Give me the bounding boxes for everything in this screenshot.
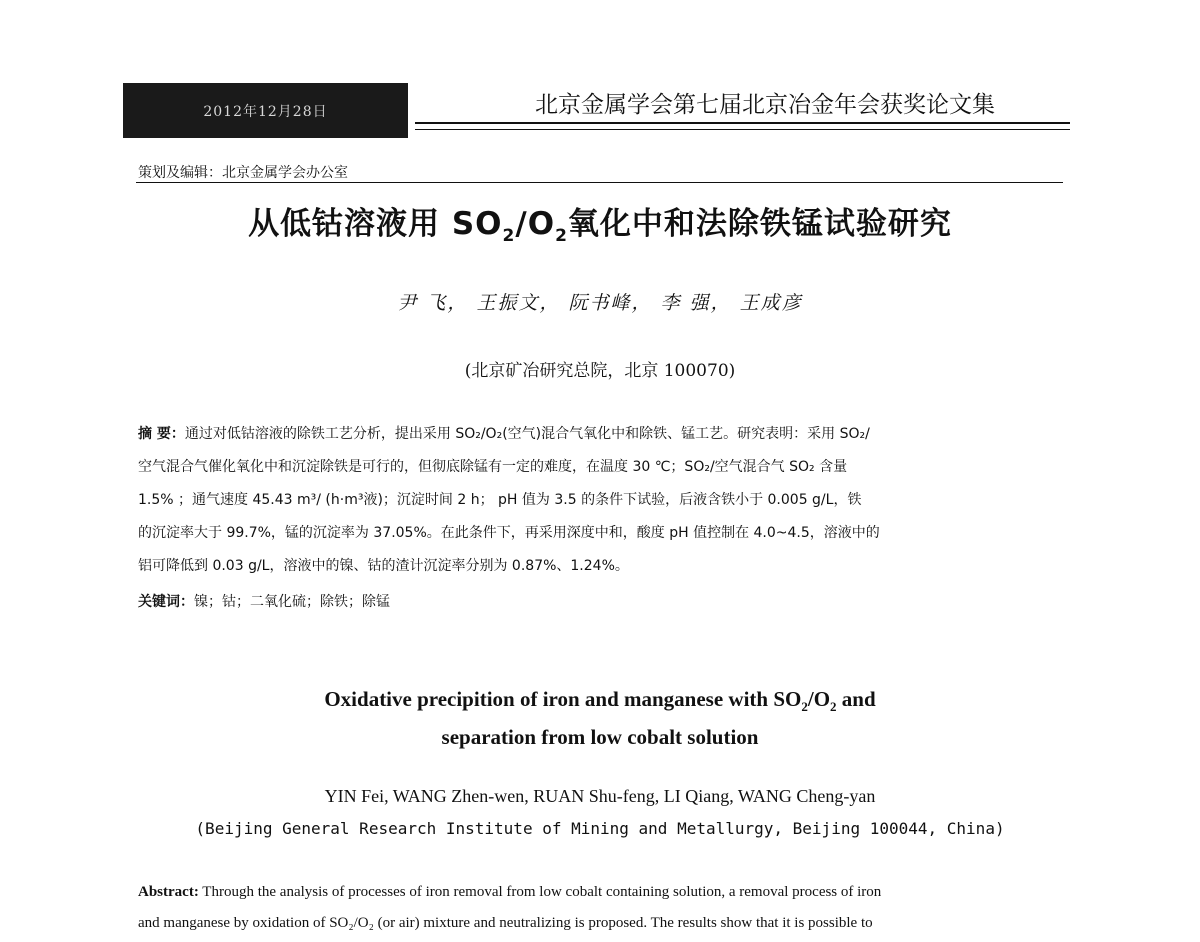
- title-en-line: [150, 684, 1050, 722]
- title-subscript: 2: [502, 226, 516, 247]
- abstract-en-line: [138, 884, 1068, 901]
- abstract-en-text: Through the analysis of processes of iron removal from low cobalt containing solution, a removal process of iron: [198, 884, 882, 900]
- proceedings-title: 北京金属学会第七届北京冶金年会获奖论文集: [535, 92, 995, 118]
- header-rule-thin: [415, 129, 1070, 130]
- abstract-en-line: and manganese by oxidation of SO₂/O₂ (or air) mixture and neutralizing is proposed. The results show that it is possible to: [138, 915, 873, 931]
- paper-title-zh: [130, 198, 1070, 246]
- title-en-line: separation from low cobalt solution: [441, 725, 759, 750]
- authors-en: YIN Fei, WANG Zhen-wen, RUAN Shu-feng, LI Qiang, WANG Cheng-yan: [324, 786, 876, 806]
- title-en-text: /O: [807, 687, 831, 711]
- title-en-text: and: [836, 687, 876, 711]
- abstract-zh-label: 摘 要：: [138, 426, 185, 442]
- abstract-zh-line: 1.5% ；通气速度 45.43 m³/ (h·m³液)；沉淀时间 2 h； pH 值为 3.5 的条件下试验，后液含铁小于 0.005 g/L，铁: [138, 492, 862, 508]
- affiliation-en: (Beijing General Research Institute of Mining and Metallurgy, Beijing 100044, China): [195, 819, 1005, 838]
- paper-title-en: [150, 684, 1050, 753]
- abstract-zh-line: 铝可降低到 0.03 g/L，溶液中的镍、钴的渣计沉淀率分别为 0.87%、1.24%。: [138, 558, 629, 574]
- affiliation-zh: (北京矿冶研究总院，北京 100070): [464, 361, 736, 381]
- keywords-zh: [138, 591, 1064, 611]
- keywords-zh-label: 关键词：: [138, 594, 194, 610]
- title-text: 氧化中和法除铁锰试验研究: [567, 206, 952, 242]
- header-rule-thick: [415, 122, 1070, 124]
- editor-credit: 策划及编辑：北京金属学会办公室: [138, 165, 348, 181]
- authors-zh: 尹 飞， 王振文， 阮书峰， 李 强， 王成彦: [397, 292, 803, 314]
- title-text: /O: [515, 206, 556, 242]
- title-en-subscript: 2: [801, 699, 808, 715]
- editor-rule: [136, 182, 1063, 183]
- abstract-en-label: Abstract:: [138, 884, 199, 900]
- issue-date: 2012年12月28日: [123, 83, 408, 138]
- abstract-zh-text: 通过对低钴溶液的除铁工艺分析，提出采用 SO₂/O₂(空气)混合气氧化中和除铁、锰工艺。研究表明：采用 SO₂/: [184, 426, 870, 442]
- abstract-zh-line: [138, 423, 1064, 443]
- title-en-text: Oxidative precipition of iron and manganese with SO: [324, 687, 802, 711]
- abstract-zh-line: 空气混合气催化氧化中和沉淀除铁是可行的，但彻底除锰有一定的难度，在温度 30 ℃；SO₂/空气混合气 SO₂ 含量: [138, 459, 848, 475]
- title-text: 从低钴溶液用 SO: [248, 206, 503, 242]
- title-en-subscript: 2: [830, 699, 837, 715]
- keywords-zh-text: 镍；钴；二氧化硫；除铁；除锰: [194, 594, 390, 610]
- abstract-zh-line: 的沉淀率大于 99.7%，锰的沉淀率为 37.05%。在此条件下，再采用深度中和，酸度 pH 值控制在 4.0~4.5，溶液中的: [138, 525, 880, 541]
- title-subscript: 2: [555, 226, 568, 247]
